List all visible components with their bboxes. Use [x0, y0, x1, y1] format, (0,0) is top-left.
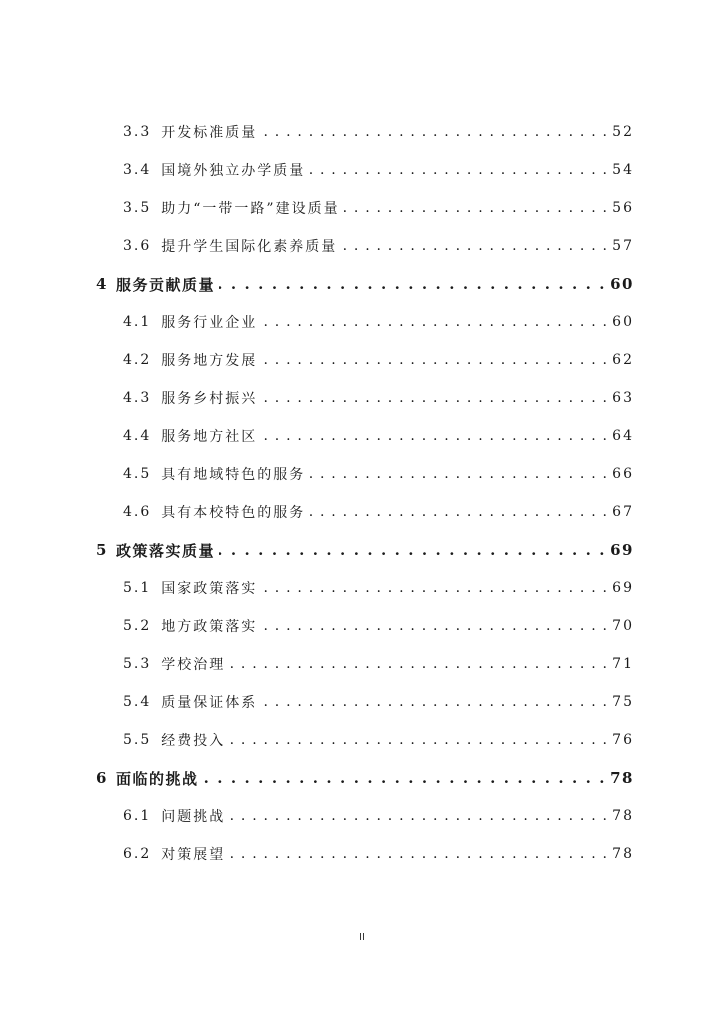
toc-entry-page: 78	[612, 846, 634, 862]
toc-entry-4-3[interactable]	[0, 386, 724, 410]
dot-leader	[344, 196, 609, 220]
toc-entry-4-5[interactable]	[0, 462, 724, 486]
toc-entry-number: 5.5	[123, 732, 152, 748]
toc-entry-page: 57	[612, 238, 634, 254]
toc-entry-title: 对策展望	[161, 847, 226, 863]
toc-entry-title: 问题挑战	[161, 809, 226, 825]
toc-entry-title: 国境外独立办学质量	[161, 163, 306, 179]
toc-entry-3-5[interactable]	[0, 196, 724, 220]
toc-entry-number: 4.2	[123, 352, 152, 368]
dot-leader	[229, 842, 608, 866]
toc-entry-number: 3.4	[123, 162, 152, 178]
toc-entry-number: 5.4	[123, 694, 152, 710]
toc-entry-page: 63	[612, 390, 634, 406]
toc-entry-title: 提升学生国际化素养质量	[161, 239, 338, 255]
toc-entry-5-3[interactable]	[0, 652, 724, 676]
toc-entry-4-4[interactable]	[0, 424, 724, 448]
toc-entry-page: 71	[612, 656, 634, 672]
toc-entry-number: 4.5	[123, 466, 152, 482]
toc-entry-title: 助力“一带一路”建设质量	[161, 201, 340, 217]
toc-entry-page: 66	[612, 466, 634, 482]
toc-entry-4-1[interactable]	[0, 310, 724, 334]
dot-leader	[261, 690, 608, 714]
toc-entry-title: 具有地域特色的服务	[161, 467, 306, 483]
toc-entry-number: 4.3	[123, 390, 152, 406]
toc-entry-number: 3.5	[123, 200, 152, 216]
dot-leader	[341, 234, 608, 258]
dot-leader	[309, 462, 608, 486]
toc-entry-title: 政策落实质量	[115, 541, 215, 560]
toc-entry-number: 4.1	[123, 314, 152, 330]
toc-entry-number: 5.3	[123, 656, 152, 672]
toc-entry-page: 52	[612, 124, 634, 140]
toc-entry-title: 服务乡村振兴	[161, 391, 258, 407]
toc-entry-page: 78	[610, 769, 634, 787]
toc-entry-title: 服务贡献质量	[115, 275, 215, 294]
toc-entry-page: 56	[612, 200, 634, 216]
toc-entry-title: 面临的挑战	[115, 769, 199, 788]
toc-entry-title: 质量保证体系	[161, 695, 258, 711]
dot-leader	[261, 424, 608, 448]
toc-entry-page: 70	[612, 618, 634, 634]
toc-entry-title: 具有本校特色的服务	[161, 505, 306, 521]
dot-leader	[229, 652, 608, 676]
dot-leader	[309, 500, 608, 524]
toc-entry-page: 54	[612, 162, 634, 178]
toc-entry-title: 服务行业企业	[161, 315, 258, 331]
dot-leader	[219, 538, 606, 562]
toc-entry-number: 5.1	[123, 580, 152, 596]
toc-entry-page: 69	[610, 541, 634, 559]
toc-entry-5-5[interactable]	[0, 728, 724, 752]
toc-entry-title: 学校治理	[161, 657, 226, 673]
toc-entry-6-2[interactable]	[0, 842, 724, 866]
toc-entry-page: 60	[612, 314, 634, 330]
toc-entry-number: 6.2	[123, 846, 152, 862]
toc-entry-number: 6	[96, 769, 108, 787]
toc-entry-page: 67	[612, 504, 634, 520]
toc-entry-3-6[interactable]	[0, 234, 724, 258]
toc-entry-page: 64	[612, 428, 634, 444]
toc-entry-page: 62	[612, 352, 634, 368]
toc-entry-number: 3.3	[123, 124, 152, 140]
dot-leader	[261, 576, 608, 600]
toc-chapter-4[interactable]	[0, 272, 724, 296]
toc-entry-4-6[interactable]	[0, 500, 724, 524]
toc-entry-title: 经费投入	[161, 733, 226, 749]
page-number: II	[359, 932, 365, 943]
toc-entry-number: 4.6	[123, 504, 152, 520]
toc-entry-title: 地方政策落实	[161, 619, 258, 635]
toc-entry-page: 75	[612, 694, 634, 710]
toc-entry-title: 服务地方发展	[161, 353, 258, 369]
toc-entry-number: 3.6	[123, 238, 152, 254]
toc-entry-title: 开发标准质量	[161, 125, 258, 141]
toc-entry-6-1[interactable]	[0, 804, 724, 828]
dot-leader	[219, 272, 606, 296]
dot-leader	[261, 120, 608, 144]
dot-leader	[261, 386, 608, 410]
toc-entry-number: 5	[96, 541, 108, 559]
dot-leader	[202, 766, 606, 790]
toc-entry-page: 76	[612, 732, 634, 748]
toc-chapter-6[interactable]	[0, 766, 724, 790]
toc-entry-number: 5.2	[123, 618, 152, 634]
toc-entry-number: 6.1	[123, 808, 152, 824]
dot-leader	[229, 728, 608, 752]
toc-entry-3-3[interactable]	[0, 120, 724, 144]
dot-leader	[229, 804, 608, 828]
toc-entry-5-2[interactable]	[0, 614, 724, 638]
toc-entry-5-4[interactable]	[0, 690, 724, 714]
toc-entry-page: 69	[612, 580, 634, 596]
toc-entry-title: 服务地方社区	[161, 429, 258, 445]
toc-entry-number: 4	[96, 275, 108, 293]
toc-entry-page: 60	[610, 275, 634, 293]
toc-entry-4-2[interactable]	[0, 348, 724, 372]
dot-leader	[309, 158, 608, 182]
dot-leader	[261, 310, 608, 334]
toc-entry-title: 国家政策落实	[161, 581, 258, 597]
toc-entry-5-1[interactable]	[0, 576, 724, 600]
dot-leader	[261, 348, 608, 372]
dot-leader	[261, 614, 608, 638]
toc-entry-3-4[interactable]	[0, 158, 724, 182]
toc-entry-page: 78	[612, 808, 634, 824]
toc-entry-number: 4.4	[123, 428, 152, 444]
toc-chapter-5[interactable]	[0, 538, 724, 562]
